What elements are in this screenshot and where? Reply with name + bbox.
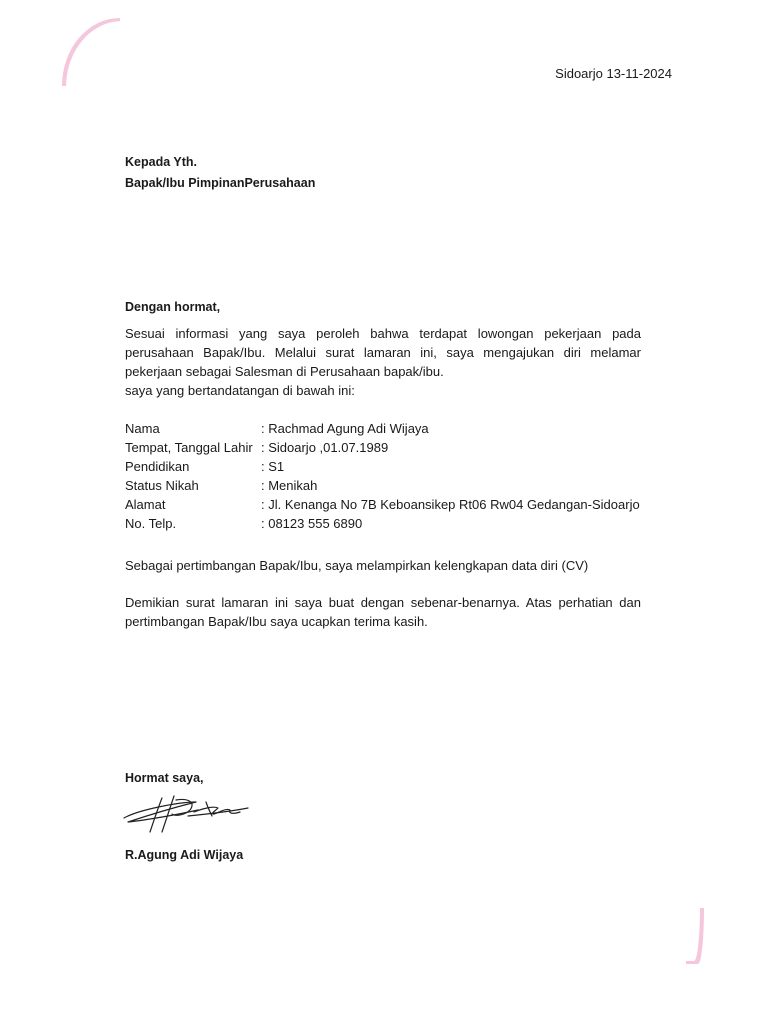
data-value: : Jl. Kenanga No 7B Keboansikep Rt06 Rw04 Gedangan-Sidoarjo [261, 497, 640, 512]
intro-line: perusahaan Bapak/Ibu. Melalui surat lamaran ini, saya mengajukan diri melamar [125, 345, 641, 360]
data-row-birth [125, 438, 640, 457]
data-row-address [125, 495, 640, 514]
intro-paragraph [125, 324, 641, 400]
intro-line: pekerjaan sebagai Salesman di Perusahaan bapak/ibu. [125, 364, 444, 379]
data-label: Nama [125, 421, 160, 436]
signature-image [118, 790, 258, 836]
data-value: : Menikah [261, 478, 318, 493]
recipient-name: Bapak/Ibu PimpinanPerusahaan [125, 176, 316, 190]
data-row-marital-status [125, 476, 640, 495]
data-label: Status Nikah [125, 478, 199, 493]
data-label: Alamat [125, 497, 166, 512]
letter-date: Sidoarjo 13-11-2024 [555, 66, 672, 81]
data-value: : 08123 555 6890 [261, 516, 363, 531]
attachment-note: Sebagai pertimbangan Bapak/Ibu, saya melampirkan kelengkapan data diri (CV) [125, 558, 589, 573]
decorative-corner-bottom-right [686, 908, 704, 964]
data-value: : Sidoarjo ,01.07.1989 [261, 440, 389, 455]
data-value: : Rachmad Agung Adi Wijaya [261, 421, 429, 436]
signer-name: R.Agung Adi Wijaya [125, 848, 244, 862]
data-label: Tempat, Tanggal Lahir [125, 440, 253, 455]
data-row-name [125, 419, 640, 438]
recipient-block [125, 152, 315, 194]
closing-line: pertimbangan Bapak/Ibu saya ucapkan terima kasih. [125, 614, 428, 629]
greeting: Dengan hormat, [125, 300, 221, 314]
personal-data-table [125, 419, 640, 533]
data-value: : S1 [261, 459, 285, 474]
intro-line: saya yang bertandatangan di bawah ini: [125, 383, 355, 398]
closing-line: Demikian surat lamaran ini saya buat dengan sebenar-benarnya. Atas perhatian dan [125, 595, 641, 610]
decorative-corner-top-left [62, 18, 120, 86]
closing-salutation: Hormat saya, [125, 771, 204, 785]
closing-paragraph [125, 593, 641, 631]
data-row-phone [125, 514, 640, 533]
data-row-education [125, 457, 640, 476]
data-label: Pendidikan [125, 459, 190, 474]
intro-line: Sesuai informasi yang saya peroleh bahwa terdapat lowongan pekerjaan pada [125, 326, 641, 341]
data-label: No. Telp. [125, 516, 177, 531]
recipient-salutation: Kepada Yth. [125, 155, 198, 169]
